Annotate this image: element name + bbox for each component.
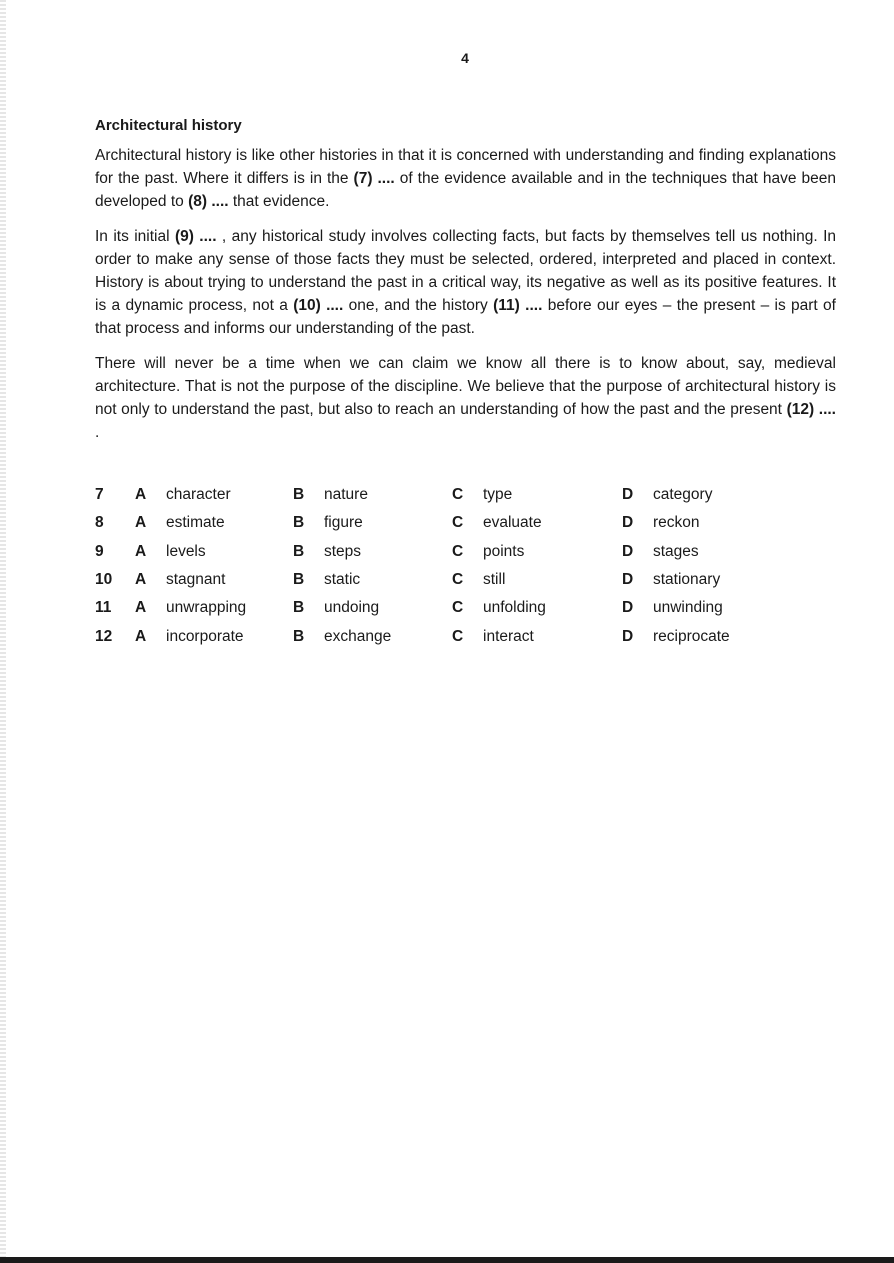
option-letter: C bbox=[452, 514, 464, 532]
passage-title: Architectural history bbox=[95, 117, 242, 134]
scan-bottom-edge bbox=[0, 1257, 894, 1263]
reading-passage bbox=[95, 116, 836, 456]
option-letter: B bbox=[293, 627, 305, 645]
option-letter: A bbox=[135, 514, 147, 532]
question-number: 9 bbox=[95, 542, 104, 560]
question-number: 11 bbox=[95, 599, 112, 617]
option-d-word: stationary bbox=[653, 571, 721, 589]
passage-text: of the evidence available and in the techniques that have been developed to bbox=[95, 170, 836, 210]
option-b-word: undoing bbox=[324, 599, 380, 617]
option-a-word: incorporate bbox=[166, 627, 244, 645]
option-letter: C bbox=[452, 599, 464, 617]
option-letter: D bbox=[622, 599, 634, 617]
gap-marker: (7) .... bbox=[353, 170, 395, 187]
paragraph-3 bbox=[95, 352, 836, 444]
option-letter: D bbox=[622, 627, 634, 645]
question-row-11 bbox=[95, 594, 795, 622]
option-letter: B bbox=[293, 486, 305, 504]
gap-marker: (11) .... bbox=[493, 297, 543, 314]
passage-text: There will never be a time when we can claim we know all there is to know about, say, medieval architecture. That is not the purpose of the discipline. We believe that the purpose of architectural history is not only to understand the past, but also to reach an understanding of how the past and the present bbox=[95, 355, 836, 418]
option-a-word: levels bbox=[166, 542, 206, 560]
question-number: 8 bbox=[95, 514, 104, 532]
option-letter: B bbox=[293, 514, 305, 532]
option-a-word: estimate bbox=[166, 514, 225, 532]
option-b-word: nature bbox=[324, 486, 368, 504]
passage-text: . bbox=[95, 424, 100, 441]
passage-text: before our eyes – the present – is part of that process and informs our understanding of the past. bbox=[95, 297, 836, 337]
option-letter: A bbox=[135, 542, 147, 560]
page-number: 4 bbox=[461, 50, 469, 66]
option-letter: D bbox=[622, 542, 634, 560]
option-c-word: still bbox=[483, 571, 506, 589]
option-d-word: reciprocate bbox=[653, 627, 730, 645]
option-c-word: type bbox=[483, 486, 513, 504]
passage-text: Architectural history is like other histories in that it is concerned with understanding and finding explanations for the past. Where it differs is in the bbox=[95, 147, 836, 187]
option-c-word: interact bbox=[483, 627, 534, 645]
option-letter: D bbox=[622, 571, 634, 589]
option-b-word: figure bbox=[324, 514, 363, 532]
question-number: 10 bbox=[95, 571, 113, 589]
option-d-word: reckon bbox=[653, 514, 700, 532]
paragraph-2 bbox=[95, 225, 836, 340]
option-a-word: unwrapping bbox=[166, 599, 247, 617]
question-row-8 bbox=[95, 509, 795, 537]
question-row-9 bbox=[95, 538, 795, 566]
option-letter: A bbox=[135, 627, 147, 645]
option-letter: C bbox=[452, 627, 464, 645]
gap-marker: (10) .... bbox=[293, 297, 344, 314]
option-b-word: static bbox=[324, 571, 361, 589]
option-letter: C bbox=[452, 542, 464, 560]
option-b-word: steps bbox=[324, 542, 362, 560]
option-a-word: stagnant bbox=[166, 571, 226, 589]
option-letter: D bbox=[622, 486, 634, 504]
option-b-word: exchange bbox=[324, 627, 392, 645]
option-letter: A bbox=[135, 599, 147, 617]
question-row-10 bbox=[95, 566, 795, 594]
option-letter: C bbox=[452, 571, 464, 589]
answer-options-table bbox=[95, 481, 795, 651]
passage-text: In its initial bbox=[95, 228, 175, 245]
question-number: 12 bbox=[95, 627, 113, 645]
option-d-word: category bbox=[653, 486, 713, 504]
option-c-word: evaluate bbox=[483, 514, 542, 532]
option-c-word: points bbox=[483, 542, 525, 560]
paragraph-1 bbox=[95, 144, 836, 213]
question-number: 7 bbox=[95, 486, 104, 504]
option-letter: B bbox=[293, 571, 305, 589]
gap-marker: (8) .... bbox=[188, 193, 229, 210]
passage-text: that evidence. bbox=[228, 193, 330, 210]
option-letter: A bbox=[135, 486, 147, 504]
option-letter: C bbox=[452, 486, 464, 504]
question-row-12 bbox=[95, 622, 795, 650]
option-letter: B bbox=[293, 542, 305, 560]
option-letter: B bbox=[293, 599, 305, 617]
option-c-word: unfolding bbox=[483, 599, 546, 617]
question-row-7 bbox=[95, 481, 795, 509]
option-d-word: unwinding bbox=[653, 599, 723, 617]
passage-text: one, and the history bbox=[343, 297, 494, 314]
option-letter: D bbox=[622, 514, 634, 532]
option-letter: A bbox=[135, 571, 147, 589]
option-a-word: character bbox=[166, 486, 231, 504]
option-d-word: stages bbox=[653, 542, 699, 560]
scan-left-edge bbox=[0, 0, 6, 1263]
gap-marker: (12) .... bbox=[786, 401, 836, 418]
gap-marker: (9) .... bbox=[174, 228, 217, 245]
passage-text: , any historical study involves collecting facts, but facts by themselves tell us nothing. In order to make any sense of those facts they must be selected, ordered, interpreted and placed in context. History is about trying to understand the past in a critical way, its negative as well as its positive features. It is a dynamic process, not a bbox=[95, 228, 836, 314]
